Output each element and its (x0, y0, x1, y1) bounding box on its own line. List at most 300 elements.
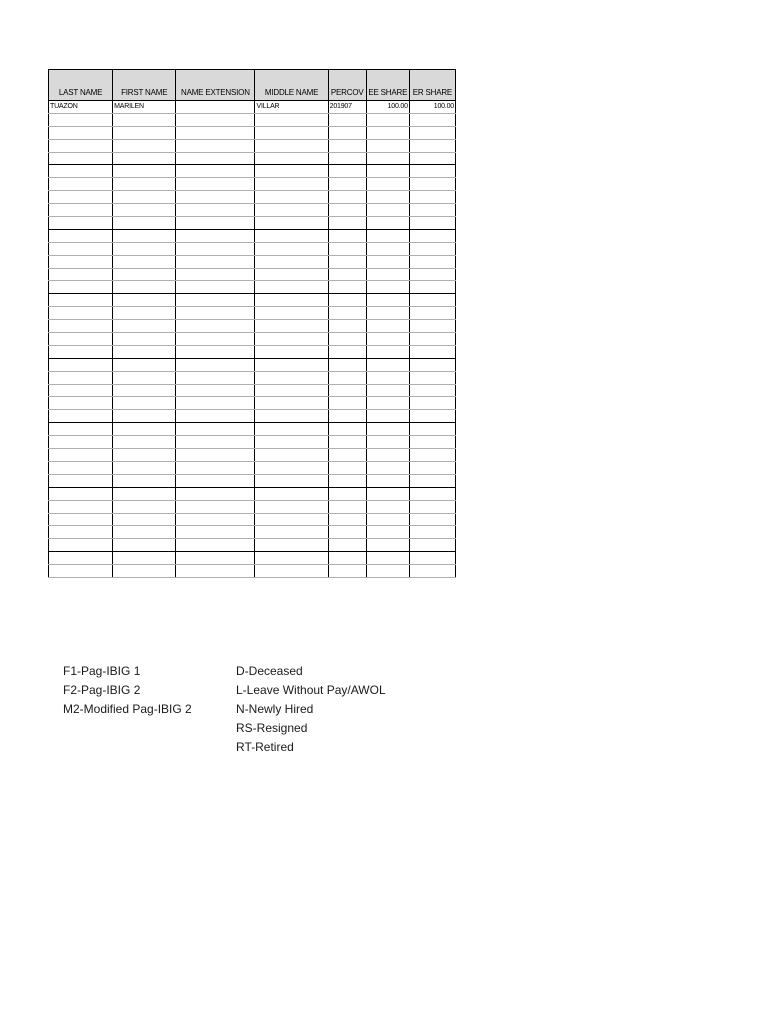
empty-cell (113, 410, 176, 423)
empty-row (49, 113, 456, 126)
empty-cell (255, 565, 328, 578)
empty-row (49, 255, 456, 268)
empty-cell (255, 487, 328, 500)
header-middle-name: MIDDLE NAME (255, 70, 328, 101)
empty-cell (176, 333, 255, 346)
empty-cell (366, 513, 409, 526)
empty-row (49, 552, 456, 565)
empty-cell (328, 397, 366, 410)
empty-row (49, 229, 456, 242)
empty-cell (49, 204, 113, 217)
empty-cell (113, 268, 176, 281)
empty-cell (328, 526, 366, 539)
empty-cell (255, 204, 328, 217)
empty-cell (366, 165, 409, 178)
empty-cell (49, 126, 113, 139)
empty-cell (366, 552, 409, 565)
empty-cell (328, 242, 366, 255)
empty-cell (49, 397, 113, 410)
empty-cell (49, 242, 113, 255)
empty-cell (176, 487, 255, 500)
empty-cell (409, 191, 455, 204)
empty-cell (255, 500, 328, 513)
empty-cell (113, 152, 176, 165)
empty-cell (366, 320, 409, 333)
empty-row (49, 500, 456, 513)
empty-row (49, 423, 456, 436)
empty-cell (328, 500, 366, 513)
empty-cell (176, 423, 255, 436)
empty-cell (366, 410, 409, 423)
empty-cell (409, 371, 455, 384)
empty-cell (113, 461, 176, 474)
empty-cell (49, 229, 113, 242)
empty-cell (366, 423, 409, 436)
empty-cell (328, 449, 366, 462)
empty-cell (113, 423, 176, 436)
empty-cell (176, 345, 255, 358)
empty-cell (366, 371, 409, 384)
cell-ee-share: 100.00 (366, 101, 409, 114)
empty-cell (409, 449, 455, 462)
empty-cell (255, 371, 328, 384)
empty-cell (328, 333, 366, 346)
empty-cell (409, 474, 455, 487)
empty-row (49, 461, 456, 474)
empty-row (49, 449, 456, 462)
legend-item: D-Deceased (236, 664, 303, 678)
empty-row (49, 565, 456, 578)
empty-cell (328, 204, 366, 217)
empty-cell (328, 294, 366, 307)
empty-row (49, 397, 456, 410)
empty-cell (366, 539, 409, 552)
empty-cell (49, 358, 113, 371)
empty-cell (176, 242, 255, 255)
empty-cell (49, 513, 113, 526)
empty-cell (328, 345, 366, 358)
empty-cell (328, 126, 366, 139)
legend-item: F2-Pag-IBIG 2 (63, 683, 141, 697)
empty-cell (255, 281, 328, 294)
empty-cell (49, 333, 113, 346)
empty-cell (328, 474, 366, 487)
empty-cell (176, 320, 255, 333)
empty-cell (328, 565, 366, 578)
empty-cell (113, 178, 176, 191)
empty-cell (176, 255, 255, 268)
empty-cell (409, 333, 455, 346)
empty-cell (409, 552, 455, 565)
empty-cell (255, 242, 328, 255)
empty-cell (255, 552, 328, 565)
empty-cell (409, 397, 455, 410)
empty-cell (366, 307, 409, 320)
empty-cell (409, 139, 455, 152)
empty-cell (176, 229, 255, 242)
empty-cell (409, 165, 455, 178)
empty-cell (255, 191, 328, 204)
empty-cell (255, 474, 328, 487)
empty-cell (328, 255, 366, 268)
cell-name-extension (176, 101, 255, 114)
empty-cell (49, 436, 113, 449)
empty-cell (113, 397, 176, 410)
empty-cell (366, 255, 409, 268)
empty-cell (409, 242, 455, 255)
empty-cell (176, 526, 255, 539)
empty-cell (328, 371, 366, 384)
empty-cell (49, 371, 113, 384)
empty-cell (409, 436, 455, 449)
empty-cell (409, 281, 455, 294)
empty-cell (366, 178, 409, 191)
empty-cell (49, 384, 113, 397)
empty-cell (255, 320, 328, 333)
empty-cell (366, 152, 409, 165)
empty-cell (49, 178, 113, 191)
empty-cell (176, 552, 255, 565)
empty-cell (255, 217, 328, 230)
empty-cell (366, 436, 409, 449)
header-ee-share: EE SHARE (366, 70, 409, 101)
legend-item: M2-Modified Pag-IBIG 2 (63, 702, 192, 716)
empty-cell (176, 191, 255, 204)
empty-cell (328, 461, 366, 474)
empty-cell (409, 345, 455, 358)
empty-cell (49, 423, 113, 436)
empty-cell (176, 397, 255, 410)
empty-cell (366, 113, 409, 126)
empty-cell (328, 139, 366, 152)
empty-row (49, 294, 456, 307)
empty-row (49, 165, 456, 178)
empty-cell (49, 255, 113, 268)
empty-cell (113, 229, 176, 242)
header-row (49, 70, 456, 101)
empty-cell (328, 320, 366, 333)
empty-cell (49, 217, 113, 230)
empty-cell (176, 268, 255, 281)
cell-middle-name: VILLAR (255, 101, 328, 114)
header-er-share: ER SHARE (409, 70, 455, 101)
empty-cell (409, 461, 455, 474)
legend-item: F1-Pag-IBIG 1 (63, 664, 141, 678)
empty-cell (49, 113, 113, 126)
empty-cell (366, 139, 409, 152)
empty-cell (409, 307, 455, 320)
empty-row (49, 242, 456, 255)
empty-row (49, 436, 456, 449)
empty-cell (366, 397, 409, 410)
empty-cell (366, 500, 409, 513)
empty-cell (409, 229, 455, 242)
empty-cell (409, 294, 455, 307)
empty-row (49, 333, 456, 346)
empty-cell (255, 358, 328, 371)
empty-cell (255, 255, 328, 268)
empty-cell (176, 152, 255, 165)
empty-cell (409, 513, 455, 526)
empty-cell (113, 552, 176, 565)
cell-first-name: MARILEN (113, 101, 176, 114)
empty-row (49, 268, 456, 281)
empty-cell (328, 358, 366, 371)
empty-cell (409, 423, 455, 436)
empty-cell (113, 307, 176, 320)
empty-cell (255, 152, 328, 165)
empty-cell (113, 217, 176, 230)
empty-cell (366, 565, 409, 578)
empty-cell (113, 487, 176, 500)
empty-cell (49, 294, 113, 307)
empty-cell (49, 474, 113, 487)
empty-cell (113, 371, 176, 384)
empty-cell (409, 565, 455, 578)
empty-cell (49, 165, 113, 178)
empty-cell (409, 539, 455, 552)
empty-cell (409, 384, 455, 397)
empty-cell (176, 384, 255, 397)
empty-cell (409, 268, 455, 281)
empty-cell (366, 126, 409, 139)
empty-cell (366, 384, 409, 397)
empty-cell (366, 191, 409, 204)
empty-cell (255, 397, 328, 410)
empty-cell (328, 410, 366, 423)
empty-cell (366, 204, 409, 217)
empty-cell (328, 113, 366, 126)
header-name-extension: NAME EXTENSION (176, 70, 255, 101)
empty-cell (176, 204, 255, 217)
empty-cell (113, 500, 176, 513)
empty-cell (255, 294, 328, 307)
empty-cell (255, 539, 328, 552)
empty-cell (49, 281, 113, 294)
empty-cell (113, 204, 176, 217)
empty-cell (113, 526, 176, 539)
empty-row (49, 358, 456, 371)
empty-cell (255, 307, 328, 320)
empty-cell (113, 345, 176, 358)
empty-row (49, 178, 456, 191)
empty-cell (176, 139, 255, 152)
empty-cell (366, 487, 409, 500)
empty-cell (409, 358, 455, 371)
empty-cell (49, 320, 113, 333)
empty-row (49, 320, 456, 333)
empty-cell (328, 307, 366, 320)
empty-row (49, 191, 456, 204)
empty-cell (176, 294, 255, 307)
empty-cell (409, 500, 455, 513)
empty-cell (49, 461, 113, 474)
empty-cell (176, 307, 255, 320)
empty-cell (113, 165, 176, 178)
empty-cell (328, 552, 366, 565)
empty-cell (409, 217, 455, 230)
empty-cell (328, 152, 366, 165)
empty-cell (255, 229, 328, 242)
empty-cell (366, 526, 409, 539)
empty-cell (49, 526, 113, 539)
empty-row (49, 281, 456, 294)
empty-cell (176, 281, 255, 294)
empty-row (49, 539, 456, 552)
empty-cell (49, 345, 113, 358)
empty-row (49, 217, 456, 230)
empty-row (49, 204, 456, 217)
empty-cell (176, 565, 255, 578)
empty-cell (49, 307, 113, 320)
table-row (49, 101, 456, 114)
cell-percov: 201907 (328, 101, 366, 114)
empty-cell (255, 268, 328, 281)
empty-cell (328, 191, 366, 204)
empty-cell (113, 333, 176, 346)
legend-item: L-Leave Without Pay/AWOL (236, 683, 386, 697)
empty-cell (409, 255, 455, 268)
empty-cell (409, 410, 455, 423)
empty-cell (328, 268, 366, 281)
empty-cell (113, 449, 176, 462)
empty-cell (49, 500, 113, 513)
empty-cell (113, 294, 176, 307)
empty-cell (409, 113, 455, 126)
empty-cell (328, 178, 366, 191)
empty-cell (113, 539, 176, 552)
empty-row (49, 487, 456, 500)
empty-row (49, 152, 456, 165)
header-first-name: FIRST NAME (113, 70, 176, 101)
empty-cell (409, 178, 455, 191)
empty-cell (176, 217, 255, 230)
legend-item: RT-Retired (236, 740, 294, 754)
empty-cell (113, 358, 176, 371)
empty-row (49, 474, 456, 487)
empty-row (49, 307, 456, 320)
empty-cell (328, 436, 366, 449)
empty-cell (255, 113, 328, 126)
empty-cell (255, 126, 328, 139)
empty-row (49, 126, 456, 139)
empty-cell (176, 449, 255, 462)
empty-cell (49, 410, 113, 423)
legend-program-codes (63, 662, 192, 719)
empty-cell (366, 242, 409, 255)
empty-cell (366, 345, 409, 358)
empty-cell (366, 294, 409, 307)
empty-row (49, 526, 456, 539)
empty-cell (113, 565, 176, 578)
empty-row (49, 345, 456, 358)
empty-cell (176, 500, 255, 513)
empty-cell (113, 436, 176, 449)
empty-row (49, 410, 456, 423)
empty-cell (255, 526, 328, 539)
empty-row (49, 513, 456, 526)
empty-cell (328, 487, 366, 500)
empty-cell (113, 126, 176, 139)
empty-row (49, 139, 456, 152)
legend-item: N-Newly Hired (236, 702, 314, 716)
empty-cell (113, 513, 176, 526)
empty-cell (255, 423, 328, 436)
header-last-name: LAST NAME (49, 70, 113, 101)
empty-row (49, 371, 456, 384)
empty-cell (255, 436, 328, 449)
empty-cell (366, 474, 409, 487)
empty-cell (113, 255, 176, 268)
empty-cell (328, 384, 366, 397)
empty-cell (113, 242, 176, 255)
header-percov: PERCOV (328, 70, 366, 101)
remittance-table (48, 69, 456, 578)
empty-cell (113, 384, 176, 397)
empty-cell (366, 449, 409, 462)
empty-cell (409, 126, 455, 139)
empty-cell (113, 320, 176, 333)
legend-status-codes (236, 662, 386, 757)
empty-cell (176, 358, 255, 371)
empty-cell (49, 191, 113, 204)
empty-cell (176, 410, 255, 423)
empty-cell (49, 539, 113, 552)
empty-cell (176, 474, 255, 487)
empty-cell (255, 384, 328, 397)
empty-cell (255, 333, 328, 346)
empty-cell (176, 165, 255, 178)
empty-cell (49, 565, 113, 578)
empty-cell (176, 539, 255, 552)
empty-cell (255, 461, 328, 474)
empty-cell (328, 165, 366, 178)
empty-cell (409, 152, 455, 165)
empty-cell (328, 281, 366, 294)
empty-cell (176, 461, 255, 474)
empty-cell (49, 152, 113, 165)
cell-er-share: 100.00 (409, 101, 455, 114)
empty-row (49, 384, 456, 397)
empty-cell (176, 436, 255, 449)
empty-cell (328, 229, 366, 242)
empty-cell (176, 126, 255, 139)
empty-cell (255, 410, 328, 423)
empty-cell (328, 217, 366, 230)
empty-cell (255, 513, 328, 526)
empty-cell (49, 487, 113, 500)
empty-cell (113, 281, 176, 294)
empty-cell (328, 423, 366, 436)
empty-cell (328, 513, 366, 526)
empty-cell (255, 449, 328, 462)
empty-cell (113, 474, 176, 487)
empty-cell (176, 371, 255, 384)
cell-last-name: TUAZON (49, 101, 113, 114)
empty-cell (176, 178, 255, 191)
empty-cell (409, 204, 455, 217)
empty-cell (366, 358, 409, 371)
empty-cell (409, 487, 455, 500)
legend-item: RS-Resigned (236, 721, 308, 735)
empty-cell (255, 139, 328, 152)
empty-cell (366, 217, 409, 230)
empty-cell (366, 461, 409, 474)
empty-cell (255, 345, 328, 358)
empty-cell (366, 229, 409, 242)
empty-cell (366, 268, 409, 281)
empty-cell (49, 268, 113, 281)
